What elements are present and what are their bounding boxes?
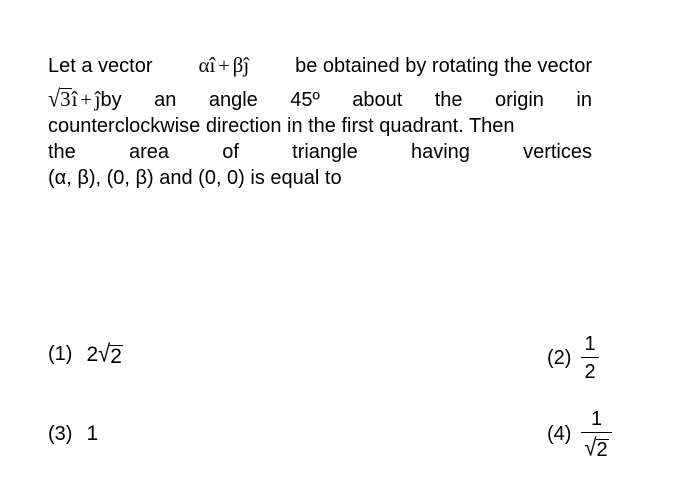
- beta-symbol: β: [232, 53, 244, 77]
- sqrt-2: [584, 433, 608, 462]
- question-line-3: [48, 110, 592, 136]
- option-label: (1): [48, 342, 73, 365]
- word: vertices: [523, 141, 592, 163]
- word: an: [154, 89, 177, 111]
- option-value: 1: [86, 422, 99, 445]
- radical-sign: √: [98, 339, 111, 368]
- numerator: 1: [584, 333, 596, 355]
- alpha-symbol: α: [198, 53, 210, 77]
- question-suffix: be obtained by rotating the vector: [295, 55, 592, 77]
- option-label: (3): [48, 422, 73, 445]
- denominator: [581, 433, 611, 462]
- question-line-1: [48, 52, 592, 76]
- option-3[interactable]: [48, 422, 98, 446]
- word: area: [129, 141, 170, 163]
- option-label: (4): [547, 422, 572, 445]
- word: origin: [495, 89, 544, 111]
- word: about: [352, 89, 403, 111]
- radical-sign: √: [48, 84, 61, 113]
- word: by: [100, 89, 122, 111]
- option-4[interactable]: [547, 408, 612, 460]
- option-2[interactable]: [547, 333, 599, 383]
- word: having: [410, 141, 470, 163]
- word: triangle: [292, 141, 358, 163]
- coefficient: 2: [86, 343, 99, 366]
- denominator: 2: [584, 361, 596, 383]
- option-value: [86, 341, 122, 367]
- option-1[interactable]: [48, 341, 123, 367]
- question-line-5-text: (α, β), (0, β) and (0, 0) is equal to: [48, 167, 342, 189]
- question-line-5: [48, 162, 592, 188]
- j-hat: ĵ: [243, 53, 250, 77]
- vector-sqrt3-i-plus-j: [48, 84, 122, 113]
- plus-sign: +: [80, 89, 92, 111]
- fraction-one-over-sqrt2: [581, 408, 611, 460]
- question-prefix: Let a vector: [48, 55, 153, 77]
- option-label: (2): [547, 346, 572, 369]
- fraction-bar: [581, 357, 598, 358]
- question-text: [48, 52, 592, 188]
- word: in: [576, 89, 592, 111]
- j-hat: ĵ: [94, 87, 101, 111]
- word: angle: [208, 89, 258, 111]
- word: the: [434, 89, 463, 111]
- word: the: [48, 141, 76, 163]
- word: 45º: [290, 89, 320, 111]
- fraction-one-half: [581, 333, 598, 383]
- numerator: 1: [590, 408, 603, 430]
- radicand: 2: [596, 439, 608, 462]
- vector-alpha-beta: [198, 55, 249, 76]
- plus-sign: +: [218, 55, 230, 77]
- radicand: 2: [110, 345, 122, 368]
- question-line-3-text: counterclockwise direction in the first quadrant. Then: [48, 115, 515, 137]
- sqrt-2: [98, 341, 123, 367]
- question-line-2: [48, 76, 592, 113]
- word: of: [222, 141, 239, 163]
- i-hat: î: [71, 87, 78, 111]
- radical-sign: √: [584, 433, 597, 462]
- i-hat: î: [209, 53, 216, 77]
- question-line-4: [48, 136, 592, 162]
- radicand: 3: [60, 87, 71, 111]
- sqrt-3: [48, 84, 72, 113]
